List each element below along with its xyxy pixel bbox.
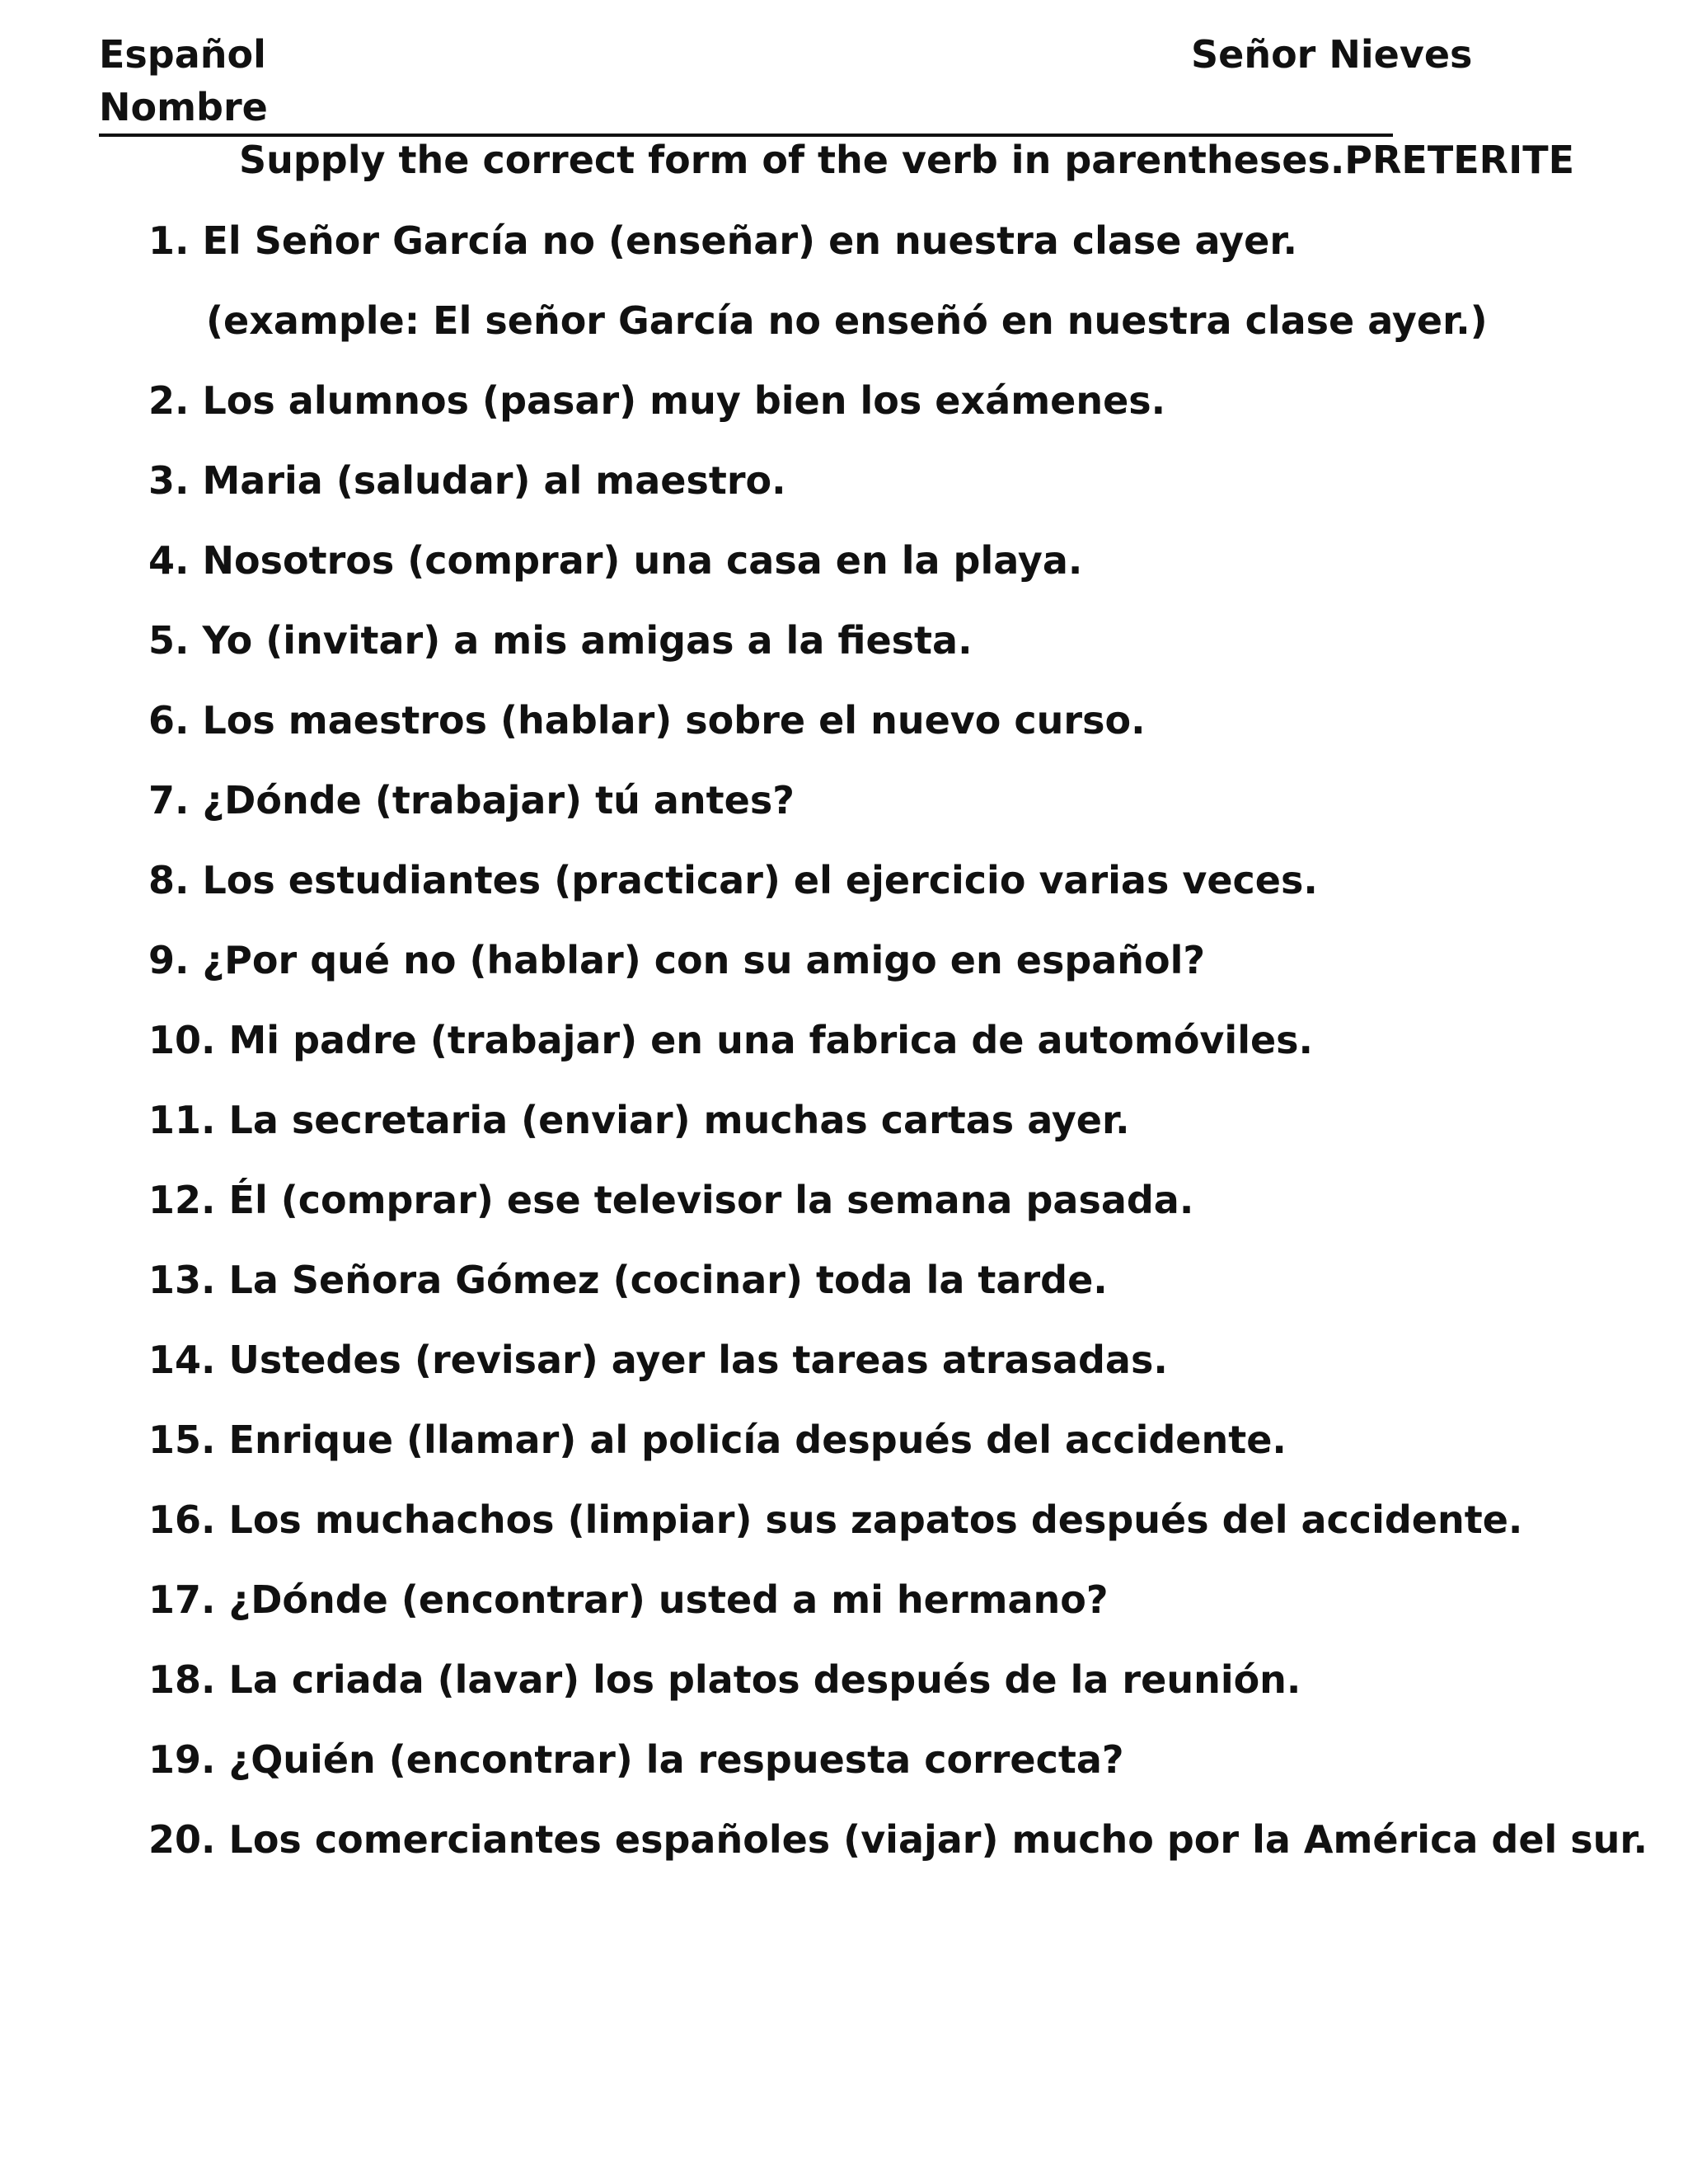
item-number: 2. xyxy=(148,378,190,423)
item-text: La criada (lavar) los platos después de la reunión. xyxy=(228,1657,1301,1702)
exercise-item xyxy=(148,857,1318,903)
exercise-item xyxy=(148,1177,1193,1223)
item-number: 4. xyxy=(148,538,190,583)
item-number: 12. xyxy=(148,1178,216,1222)
item-text: Yo (invitar) a mis amigas a la fiesta. xyxy=(202,618,973,663)
item-text: Los comerciantes españoles (viajar) mucho por la América del sur. xyxy=(228,1817,1648,1862)
exercise-item xyxy=(148,377,1165,424)
item-text: Enrique (llamar) al policía después del accidente. xyxy=(228,1418,1287,1462)
exercise-item xyxy=(148,1417,1287,1463)
item-number: 11. xyxy=(148,1098,216,1142)
item-text: ¿Quién (encontrar) la respuesta correcta? xyxy=(228,1737,1124,1782)
item-number: 17. xyxy=(148,1577,216,1622)
exercise-item xyxy=(148,1337,1168,1383)
item-text: Los alumnos (pasar) muy bien los exámenes. xyxy=(202,378,1166,423)
exercise-item xyxy=(148,937,1205,983)
teacher-name: Señor Nieves xyxy=(1191,32,1473,77)
item-text: Él (comprar) ese televisor la semana pasada. xyxy=(228,1178,1194,1222)
exercise-item xyxy=(148,537,1082,583)
exercise-item xyxy=(148,1657,1301,1703)
item-number: 3. xyxy=(148,458,190,503)
item-number: 14. xyxy=(148,1338,216,1382)
item-number: 15. xyxy=(148,1418,216,1462)
exercise-item xyxy=(148,457,786,504)
item-text: Nosotros (comprar) una casa en la playa. xyxy=(202,538,1083,583)
instructions: Supply the correct form of the verb in parentheses.PRETERITE xyxy=(239,138,1574,182)
item-text: Los estudiantes (practicar) el ejercicio varias veces. xyxy=(202,858,1318,902)
exercise-item xyxy=(148,617,973,663)
item-text: Los muchachos (limpiar) sus zapatos después del accidente. xyxy=(228,1497,1523,1542)
item-number: 19. xyxy=(148,1737,216,1782)
item-number: 7. xyxy=(148,778,190,823)
exercise-item xyxy=(148,1497,1522,1543)
item-number: 16. xyxy=(148,1497,216,1542)
item-text: Maria (saludar) al maestro. xyxy=(202,458,786,503)
exercise-item xyxy=(148,777,795,823)
exercise-item xyxy=(148,697,1146,743)
item-text: Mi padre (trabajar) en una fabrica de automóviles. xyxy=(228,1018,1314,1062)
item-number: 10. xyxy=(148,1018,216,1062)
exercise-item xyxy=(148,1257,1108,1303)
item-text: El Señor García no (enseñar) en nuestra clase ayer. xyxy=(202,218,1297,263)
exercise-item xyxy=(148,1577,1109,1623)
item-text: ¿Por qué no (hablar) con su amigo en español? xyxy=(202,938,1206,982)
item-text: La secretaria (enviar) muchas cartas ayer. xyxy=(228,1098,1130,1142)
item-number: 20. xyxy=(148,1817,216,1862)
example-answer: (example: El señor García no enseñó en nuestra clase ayer.) xyxy=(206,298,1488,343)
exercise-item xyxy=(148,1816,1648,1863)
item-text: ¿Dónde (trabajar) tú antes? xyxy=(202,778,795,823)
exercise-item xyxy=(148,1017,1313,1063)
exercise-item xyxy=(148,218,1297,264)
item-text: ¿Dónde (encontrar) usted a mi hermano? xyxy=(228,1577,1109,1622)
course-title: Español xyxy=(99,32,266,77)
item-text: Los maestros (hablar) sobre el nuevo curso. xyxy=(202,698,1146,743)
item-number: 5. xyxy=(148,618,190,663)
item-number: 8. xyxy=(148,858,190,902)
item-number: 13. xyxy=(148,1258,216,1302)
item-number: 1. xyxy=(148,218,190,263)
name-label: Nombre xyxy=(99,85,268,129)
item-number: 9. xyxy=(148,938,190,982)
item-number: 18. xyxy=(148,1657,216,1702)
exercise-item xyxy=(148,1736,1124,1783)
item-text: Ustedes (revisar) ayer las tareas atrasadas. xyxy=(228,1338,1168,1382)
item-number: 6. xyxy=(148,698,190,743)
exercise-item xyxy=(148,1097,1130,1143)
item-text: La Señora Gómez (cocinar) toda la tarde. xyxy=(228,1258,1108,1302)
name-field[interactable] xyxy=(99,84,1393,137)
